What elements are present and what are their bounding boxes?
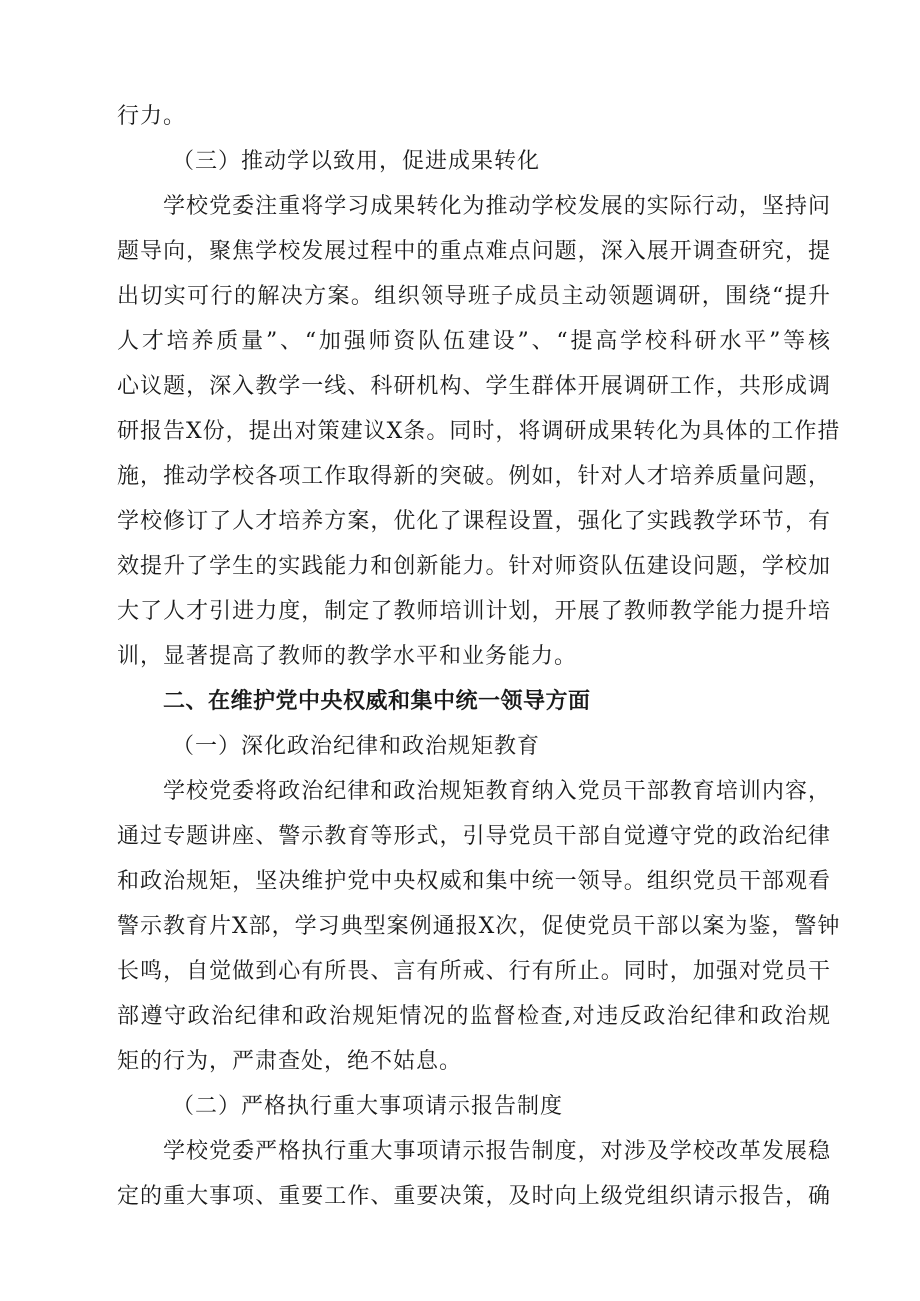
paragraph-line: 部遵守政治纪律和政治规矩情况的监督检查,对违反政治纪律和政治规 [117, 1004, 831, 1029]
paragraph-line: 出切实可行的解决方案。组织领导班子成员主动领题调研，围绕“提升 [117, 284, 831, 309]
subsection-heading: （三）推动学以致用，促进成果转化 [172, 149, 541, 174]
paragraph-line: 学校党委注重将学习成果转化为推动学校发展的实际行动，坚持问 [163, 194, 831, 219]
paragraph-line: 矩的行为，严肃查处，绝不姑息。 [117, 1049, 463, 1074]
paragraph-line: 人才培养质量”、“加强师资队伍建设”、“提高学校科研水平”等核 [117, 329, 831, 354]
paragraph-line: 效提升了学生的实践能力和创新能力。针对师资队伍建设问题，学校加 [117, 554, 831, 579]
paragraph-line: 学校修订了人才培养方案，优化了课程设置，强化了实践教学环节，有 [117, 509, 831, 534]
paragraph-line: 大了人才引进力度，制定了教师培训计划，开展了教师教学能力提升培 [117, 599, 831, 624]
subsection-heading: （二）严格执行重大事项请示报告制度 [172, 1094, 564, 1119]
paragraph-line: 题导向，聚焦学校发展过程中的重点难点问题，深入展开调查研究，提 [117, 239, 831, 264]
paragraph-line: 长鸣，自觉做到心有所畏、言有所戒、行有所止。同时，加强对党员干 [117, 959, 831, 984]
paragraph-line: 学校党委将政治纪律和政治规矩教育纳入党员干部教育培训内容， [163, 779, 831, 804]
paragraph-line: 行力。 [117, 104, 187, 129]
paragraph-line: 和政治规矩，坚决维护党中央权威和集中统一领导。组织党员干部观看 [117, 869, 831, 894]
paragraph-line: 定的重大事项、重要工作、重要决策，及时向上级党组织请示报告，确 [117, 1184, 831, 1209]
paragraph-line: 研报告X份，提出对策建议X条。同时，将调研成果转化为具体的工作措 [117, 419, 841, 444]
paragraph-line: 施，推动学校各项工作取得新的突破。例如，针对人才培养质量问题， [117, 464, 831, 489]
paragraph-line: 心议题，深入教学一线、科研机构、学生群体开展调研工作，共形成调 [117, 374, 831, 399]
paragraph-line: 警示教育片X部，学习典型案例通报X次，促使党员干部以案为鉴，警钟 [117, 914, 841, 939]
paragraph-line: 学校党委严格执行重大事项请示报告制度，对涉及学校改革发展稳 [163, 1139, 831, 1164]
paragraph-line: 通过专题讲座、警示教育等形式，引导党员干部自觉遵守党的政治纪律 [117, 824, 831, 849]
section-heading: 二、在维护党中央权威和集中统一领导方面 [163, 689, 591, 714]
paragraph-line: 训，显著提高了教师的教学水平和业务能力。 [117, 644, 578, 669]
subsection-heading: （一）深化政治纪律和政治规矩教育 [172, 734, 541, 759]
